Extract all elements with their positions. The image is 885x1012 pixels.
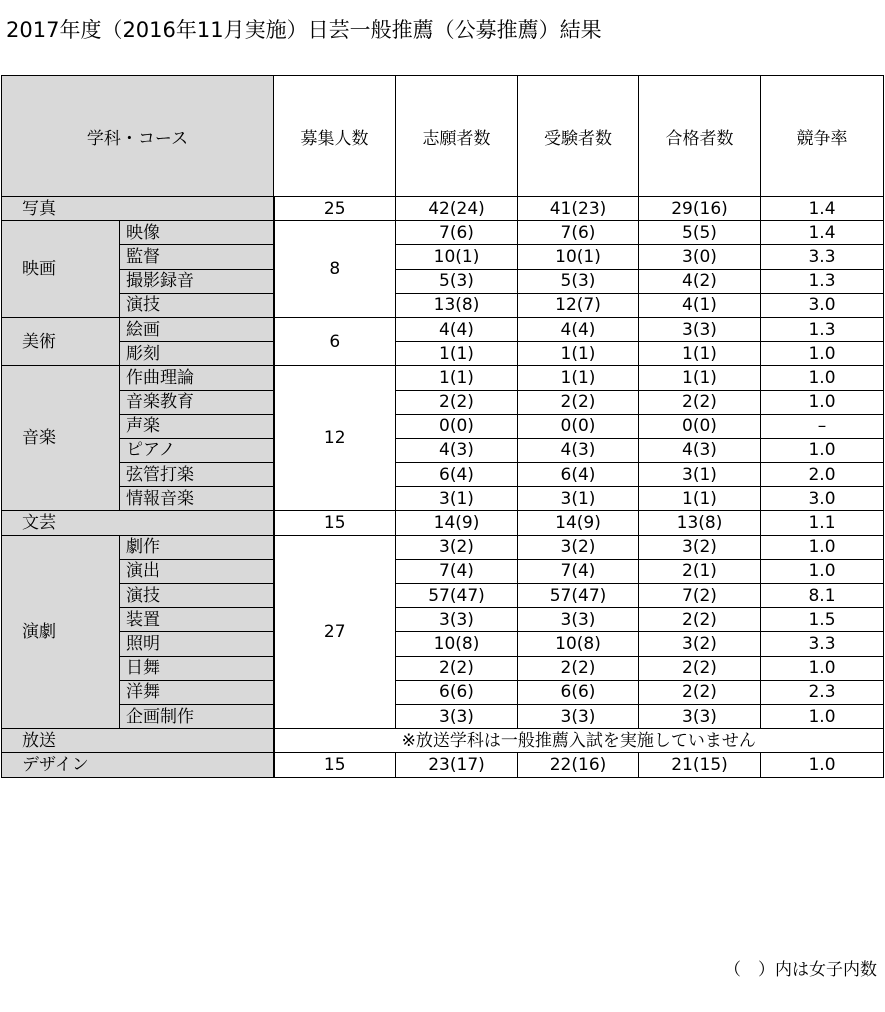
passers-cell: 1(1)	[639, 487, 761, 511]
table-row	[2, 680, 884, 704]
ratio-cell: 1.0	[761, 753, 884, 777]
quota-cell: 27	[274, 535, 396, 729]
examinees-cell: 6(4)	[518, 463, 639, 487]
course-cell: 照明	[120, 632, 274, 656]
passers-cell: 29(16)	[639, 197, 761, 221]
quota-cell: 15	[274, 753, 396, 777]
applicants-cell: 3(1)	[396, 487, 518, 511]
passers-cell: 1(1)	[639, 342, 761, 366]
ratio-cell: 2.0	[761, 463, 884, 487]
course-cell: 演技	[120, 293, 274, 317]
passers-cell: 7(2)	[639, 584, 761, 608]
applicants-cell: 3(2)	[396, 535, 518, 559]
passers-cell: 2(2)	[639, 680, 761, 704]
passers-cell: 0(0)	[639, 414, 761, 438]
examinees-cell: 4(3)	[518, 438, 639, 462]
note-cell: ※放送学科は一般推薦入試を実施していません	[274, 729, 884, 753]
applicants-cell: 3(3)	[396, 704, 518, 728]
course-cell: 彫刻	[120, 342, 274, 366]
course-cell: 洋舞	[120, 680, 274, 704]
results-body	[2, 197, 884, 778]
applicants-cell: 4(3)	[396, 438, 518, 462]
ratio-cell: 3.0	[761, 293, 884, 317]
examinees-cell: 6(6)	[518, 680, 639, 704]
examinees-cell: 41(23)	[518, 197, 639, 221]
results-table	[1, 75, 884, 778]
examinees-cell: 3(3)	[518, 704, 639, 728]
course-cell: 音楽教育	[120, 390, 274, 414]
quota-cell: 25	[274, 197, 396, 221]
department-cell: 放送	[2, 729, 274, 753]
ratio-cell: 1.0	[761, 535, 884, 559]
applicants-cell: 13(8)	[396, 293, 518, 317]
ratio-cell: 1.0	[761, 390, 884, 414]
table-row	[2, 608, 884, 632]
applicants-cell: 7(6)	[396, 221, 518, 245]
table-row	[2, 438, 884, 462]
department-cell: 演劇	[2, 535, 120, 729]
ratio-cell: 1.4	[761, 221, 884, 245]
applicants-cell: 57(47)	[396, 584, 518, 608]
course-cell: 企画制作	[120, 704, 274, 728]
header-passers: 合格者数	[639, 76, 761, 197]
table-row	[2, 656, 884, 680]
course-cell: 日舞	[120, 656, 274, 680]
ratio-cell: 1.1	[761, 511, 884, 535]
course-cell: 装置	[120, 608, 274, 632]
applicants-cell: 4(4)	[396, 317, 518, 341]
examinees-cell: 4(4)	[518, 317, 639, 341]
department-cell: 写真	[2, 197, 274, 221]
examinees-cell: 1(1)	[518, 342, 639, 366]
applicants-cell: 1(1)	[396, 366, 518, 390]
table-row	[2, 342, 884, 366]
ratio-cell: 1.0	[761, 559, 884, 583]
table-row	[2, 293, 884, 317]
passers-cell: 2(1)	[639, 559, 761, 583]
examinees-cell: 0(0)	[518, 414, 639, 438]
header-dept: 学科・コース	[2, 76, 274, 197]
passers-cell: 4(3)	[639, 438, 761, 462]
header-row	[2, 76, 884, 197]
department-cell: 美術	[2, 317, 120, 365]
table-row	[2, 729, 884, 753]
ratio-cell: 1.0	[761, 342, 884, 366]
applicants-cell: 2(2)	[396, 656, 518, 680]
department-cell: 文芸	[2, 511, 274, 535]
examinees-cell: 14(9)	[518, 511, 639, 535]
table-row	[2, 559, 884, 583]
quota-cell: 12	[274, 366, 396, 511]
table-row	[2, 197, 884, 221]
applicants-cell: 2(2)	[396, 390, 518, 414]
ratio-cell: 3.3	[761, 632, 884, 656]
course-cell: 監督	[120, 245, 274, 269]
table-row	[2, 753, 884, 777]
examinees-cell: 3(1)	[518, 487, 639, 511]
course-cell: 映像	[120, 221, 274, 245]
table-row	[2, 584, 884, 608]
applicants-cell: 23(17)	[396, 753, 518, 777]
applicants-cell: 14(9)	[396, 511, 518, 535]
department-cell: デザイン	[2, 753, 274, 777]
examinees-cell: 10(8)	[518, 632, 639, 656]
applicants-cell: 6(6)	[396, 680, 518, 704]
header-examinees: 受験者数	[518, 76, 639, 197]
examinees-cell: 7(6)	[518, 221, 639, 245]
course-cell: 撮影録音	[120, 269, 274, 293]
header-quota: 募集人数	[274, 76, 396, 197]
table-row	[2, 632, 884, 656]
ratio-cell: –	[761, 414, 884, 438]
examinees-cell: 3(3)	[518, 608, 639, 632]
examinees-cell: 57(47)	[518, 584, 639, 608]
ratio-cell: 3.3	[761, 245, 884, 269]
passers-cell: 3(0)	[639, 245, 761, 269]
table-row	[2, 221, 884, 245]
department-cell: 映画	[2, 221, 120, 318]
passers-cell: 4(1)	[639, 293, 761, 317]
applicants-cell: 0(0)	[396, 414, 518, 438]
page-title: 2017年度（2016年11月実施）日芸一般推薦（公募推薦）結果	[6, 18, 602, 42]
passers-cell: 2(2)	[639, 390, 761, 414]
quota-cell: 8	[274, 221, 396, 318]
footnote: （ ）内は女子内数	[724, 960, 877, 980]
applicants-cell: 5(3)	[396, 269, 518, 293]
table-row	[2, 269, 884, 293]
examinees-cell: 1(1)	[518, 366, 639, 390]
ratio-cell: 8.1	[761, 584, 884, 608]
table-row	[2, 487, 884, 511]
applicants-cell: 3(3)	[396, 608, 518, 632]
course-cell: 絵画	[120, 317, 274, 341]
applicants-cell: 42(24)	[396, 197, 518, 221]
ratio-cell: 1.4	[761, 197, 884, 221]
ratio-cell: 1.0	[761, 704, 884, 728]
examinees-cell: 5(3)	[518, 269, 639, 293]
header-ratio: 競争率	[761, 76, 884, 197]
ratio-cell: 1.5	[761, 608, 884, 632]
passers-cell: 3(2)	[639, 535, 761, 559]
examinees-cell: 22(16)	[518, 753, 639, 777]
ratio-cell: 1.0	[761, 438, 884, 462]
department-cell: 音楽	[2, 366, 120, 511]
course-cell: 作曲理論	[120, 366, 274, 390]
course-cell: 弦管打楽	[120, 463, 274, 487]
examinees-cell: 12(7)	[518, 293, 639, 317]
examinees-cell: 2(2)	[518, 390, 639, 414]
passers-cell: 13(8)	[639, 511, 761, 535]
passers-cell: 4(2)	[639, 269, 761, 293]
passers-cell: 2(2)	[639, 656, 761, 680]
applicants-cell: 7(4)	[396, 559, 518, 583]
examinees-cell: 10(1)	[518, 245, 639, 269]
course-cell: 声楽	[120, 414, 274, 438]
ratio-cell: 1.3	[761, 317, 884, 341]
ratio-cell: 1.0	[761, 656, 884, 680]
passers-cell: 3(2)	[639, 632, 761, 656]
quota-cell: 15	[274, 511, 396, 535]
header-applicants: 志願者数	[396, 76, 518, 197]
course-cell: 劇作	[120, 535, 274, 559]
course-cell: 情報音楽	[120, 487, 274, 511]
passers-cell: 5(5)	[639, 221, 761, 245]
examinees-cell: 7(4)	[518, 559, 639, 583]
ratio-cell: 2.3	[761, 680, 884, 704]
table-row	[2, 535, 884, 559]
examinees-cell: 3(2)	[518, 535, 639, 559]
passers-cell: 1(1)	[639, 366, 761, 390]
course-cell: 演出	[120, 559, 274, 583]
table-row	[2, 390, 884, 414]
ratio-cell: 3.0	[761, 487, 884, 511]
applicants-cell: 10(1)	[396, 245, 518, 269]
passers-cell: 3(1)	[639, 463, 761, 487]
ratio-cell: 1.3	[761, 269, 884, 293]
course-cell: ピアノ	[120, 438, 274, 462]
table-row	[2, 366, 884, 390]
quota-cell: 6	[274, 317, 396, 365]
passers-cell: 21(15)	[639, 753, 761, 777]
passers-cell: 2(2)	[639, 608, 761, 632]
ratio-cell: 1.0	[761, 366, 884, 390]
applicants-cell: 10(8)	[396, 632, 518, 656]
table-row	[2, 463, 884, 487]
table-row	[2, 245, 884, 269]
table-row	[2, 317, 884, 341]
course-cell: 演技	[120, 584, 274, 608]
table-row	[2, 704, 884, 728]
table-row	[2, 511, 884, 535]
examinees-cell: 2(2)	[518, 656, 639, 680]
passers-cell: 3(3)	[639, 704, 761, 728]
applicants-cell: 1(1)	[396, 342, 518, 366]
applicants-cell: 6(4)	[396, 463, 518, 487]
table-row	[2, 414, 884, 438]
passers-cell: 3(3)	[639, 317, 761, 341]
